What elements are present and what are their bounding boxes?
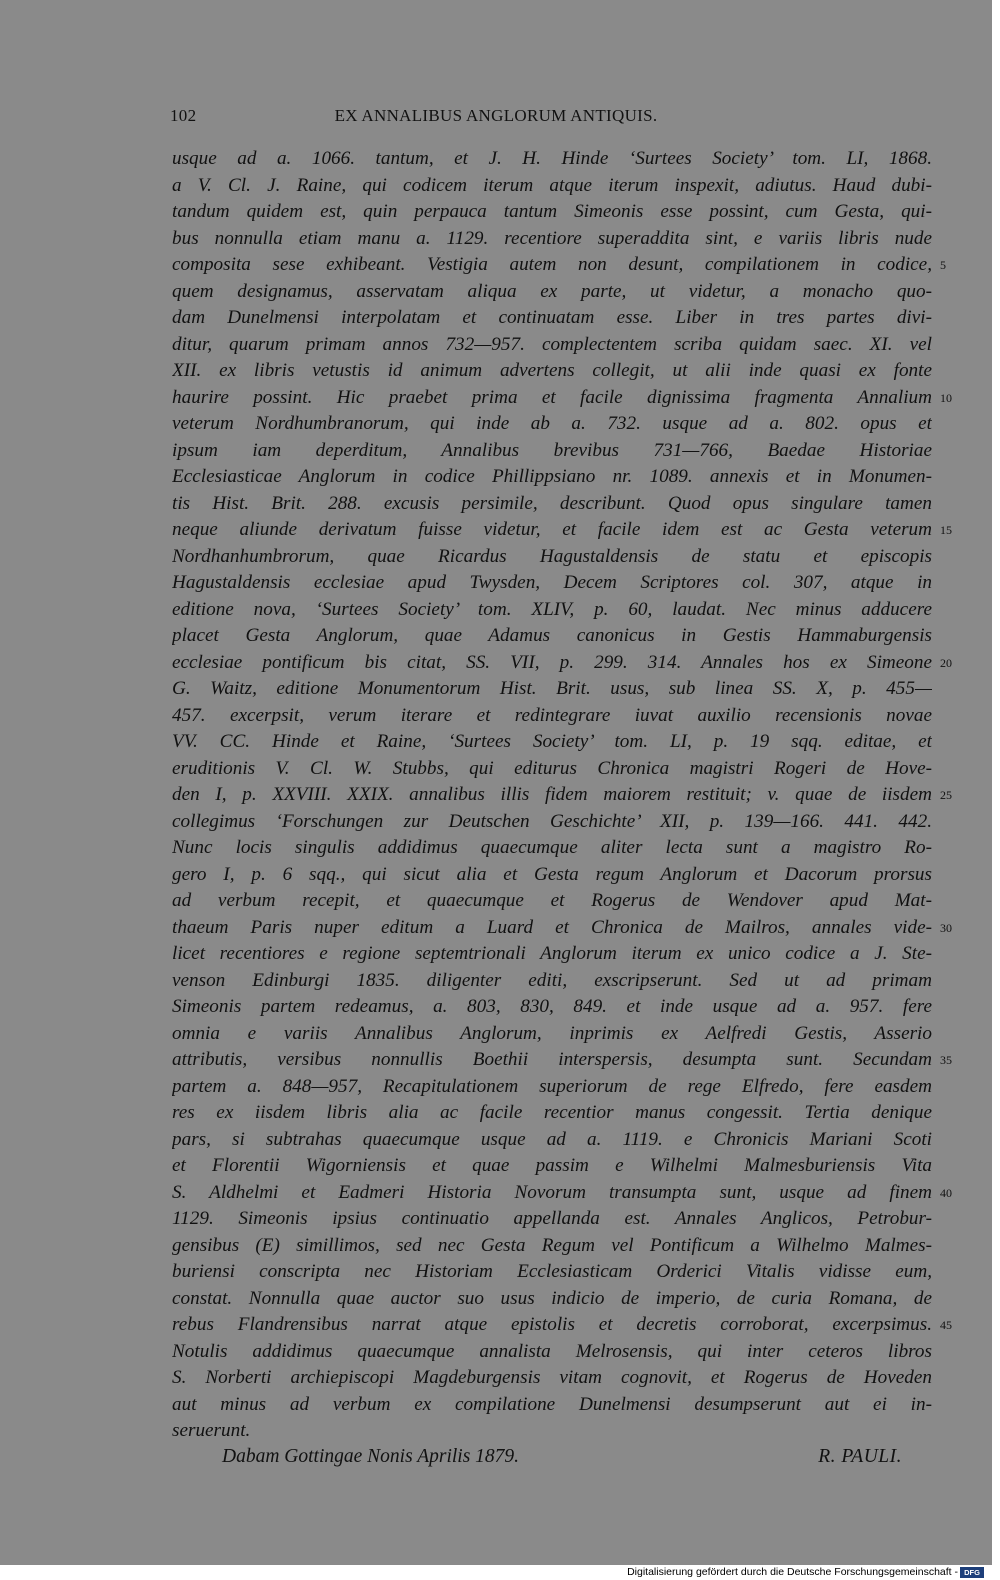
page-number: 102 [170,106,197,125]
text-line: placet Gesta Anglorum, quae Adamus canonicus in Gestis Hammaburgensis [172,625,932,646]
text-line: Nunc locis singulis addidimus quaecumque aliter lecta sunt a magistro Ro- [172,837,932,858]
dateline [222,1446,902,1474]
line-number: 5 [940,258,946,272]
footer-bar [0,1565,1000,1580]
dfg-logo: DFG [960,1567,984,1578]
text-line: VV. CC. Hinde et Raine, ‘Surtees Society’ tom. LI, p. 19 sqq. editae, et [172,731,932,752]
author-signature: R. PAULI. [818,1446,902,1467]
text-line: buriensi conscripta nec Historiam Ecclesiasticam Orderici Vitalis vidisse eum, [172,1261,932,1282]
text-line: usque ad a. 1066. tantum, et J. H. Hinde ‘Surtees Society’ tom. LI, 1868. [172,148,932,169]
text-line: eruditionis V. Cl. W. Stubbs, qui editurus Chronica magistri Rogeri de Hove- [172,757,932,779]
line-number: 45 [940,1318,952,1332]
text-line: ipsum iam deperditum, Annalibus brevibus 731—766, Baedae Historiae [172,439,932,461]
text-line: S. Norberti archiepiscopi Magdeburgensis vitam cognovit, et Rogerus de Hoveden [172,1367,932,1388]
text-line: gero I, p. 6 sqq., qui sicut alia et Gesta regum Anglorum et Dacorum prorsus [172,863,932,885]
text-line: aut minus ad verbum ex compilatione Dunelmensi desumpserunt aut ei in- [172,1393,932,1415]
text-line: gensibus (E) simillimos, sed nec Gesta Regum vel Pontificum a Wilhelmo Malmes- [172,1234,932,1256]
text-line: 457. excerpsit, verum iterare et redintegrare iuvat auxilio recensionis novae [172,704,932,726]
text-line: partem a. 848—957, Recapitulationem superiorum de rege Elfredo, fere easdem [172,1075,932,1097]
text-line: licet recentiores e regione septemtrionali Anglorum iterum ex unico codice a J. Ste- [172,943,932,964]
text-line: XII. ex libris vetustis id animum advertens collegit, ut alii inde quasi ex fonte [172,360,932,381]
text-line: seruerunt. [172,1420,251,1441]
page-header [0,106,992,132]
text-line: res ex iisdem libris alia ac facile recentior manus congessit. Tertia denique [172,1102,932,1123]
text-line: Notulis addidimus quaecumque annalista Melrosensis, qui inter ceteros libros [172,1340,932,1362]
text-line: veterum Nordhumbranorum, qui inde ab a. 732. usque ad a. 802. opus et [172,413,932,434]
text-line: dam Dunelmensi interpolatam et continuatam esse. Liber in tres partes divi- [172,307,932,328]
text-line: ad verbum recepit, et quaecumque et Rogerus de Wendover apud Mat- [172,890,932,911]
text-line: Ecclesiasticae Anglorum in codice Phillippsiano nr. 1089. annexis et in Monumen- [172,466,932,487]
text-line: thaeum Paris nuper editum a Luard et Chronica de Mailros, annales vide- [172,916,932,938]
body-text [172,146,952,1445]
text-line: bus nonnulla etiam manu a. 1129. recentiore superaddita sint, e variis libris nude [172,227,932,249]
text-line: tis Hist. Brit. 288. excusis persimile, describunt. Quod opus singulare tamen [172,492,932,514]
text-line: ecclesiae pontificum bis citat, SS. VII, p. 299. 314. Annales hos ex Simeone [172,651,932,673]
text-line: ditur, quarum primam annos 732—957. complectentem scriba quidam saec. XI. vel [172,333,932,355]
text-line: attributis, versibus nonnullis Boethii interspersis, desumpta sunt. Secundam [172,1049,932,1070]
text-line: venson Edinburgi 1835. diligenter editi, exscripserunt. Sed ut ad primam [172,969,932,991]
line-number: 10 [940,390,952,405]
text-line: Hagustaldensis ecclesiae apud Twysden, Decem Scriptores col. 307, atque in [172,572,932,593]
date-place: Dabam Gottingae Nonis Aprilis 1879. [222,1446,520,1467]
line-number: 15 [940,523,952,537]
text-line: neque aliunde derivatum fuisse videtur, et facile idem est ac Gesta veterum [172,519,932,540]
line-number: 40 [940,1185,952,1200]
line-number: 20 [940,655,952,670]
text-line: constat. Nonnulla quae auctor suo usus indicio de imperio, de curia Romana, de [172,1287,932,1309]
text-line: den I, p. XXVIII. XXIX. annalibus illis fidem maiorem restituit; v. quae de iisdem [172,784,932,805]
text-line: haurire possint. Hic praebet prima et facile dignissima fragmenta Annalium [172,386,932,408]
text-line: et Florentii Wigorniensis et quae passim e Wilhelmi Malmesburiensis Vita [172,1155,932,1176]
line-number: 35 [940,1053,952,1067]
running-title: EX ANNALIBUS ANGLORUM ANTIQUIS. [334,106,658,125]
text-line: collegimus ‘Forschungen zur Deutschen Geschichte’ XII, p. 139—166. 441. 442. [172,810,932,832]
line-number: 25 [940,788,952,802]
text-line: omnia e variis Annalibus Anglorum, inprimis ex Aelfredi Gestis, Asserio [172,1022,932,1044]
text-line: rebus Flandrensibus narrat atque epistolis et decretis corroborat, excerpsimus. [172,1314,932,1335]
text-line: Nordhanhumbrorum, quae Ricardus Hagustaldensis de statu et episcopis [172,545,932,567]
text-line: G. Waitz, editione Monumentorum Hist. Brit. usus, sub linea SS. X, p. 455— [172,678,932,699]
text-line: pars, si subtrahas quaecumque usque ad a. 1119. e Chronicis Mariani Scoti [172,1128,932,1150]
text-line: composita sese exhibeant. Vestigia autem non desunt, compilationem in codice, [172,254,932,275]
text-line: tandum quidem est, quin perpauca tantum Simeonis esse possint, cum Gesta, qui- [172,201,932,222]
line-number: 30 [940,920,952,935]
funding-credit: Digitalisierung gefördert durch die Deutsche Forschungsgemeinschaft - [627,1566,958,1578]
text-line: 1129. Simeonis ipsius continuatio appellanda est. Annales Anglicos, Petrobur- [172,1208,932,1229]
text-line: S. Aldhelmi et Eadmeri Historia Novorum transumpta sunt, usque ad finem [172,1181,932,1203]
text-line: editione nova, ‘Surtees Society’ tom. XLIV, p. 60, laudat. Nec minus adducere [172,598,932,620]
text-line: a V. Cl. J. Raine, qui codicem iterum atque iterum inspexit, adiutus. Haud dubi- [172,174,932,196]
text-line: Simeonis partem redeamus, a. 803, 830, 849. et inde usque ad a. 957. fere [172,996,932,1017]
text-line: quem designamus, asservatam aliqua ex parte, ut videtur, a monacho quo- [172,280,932,302]
